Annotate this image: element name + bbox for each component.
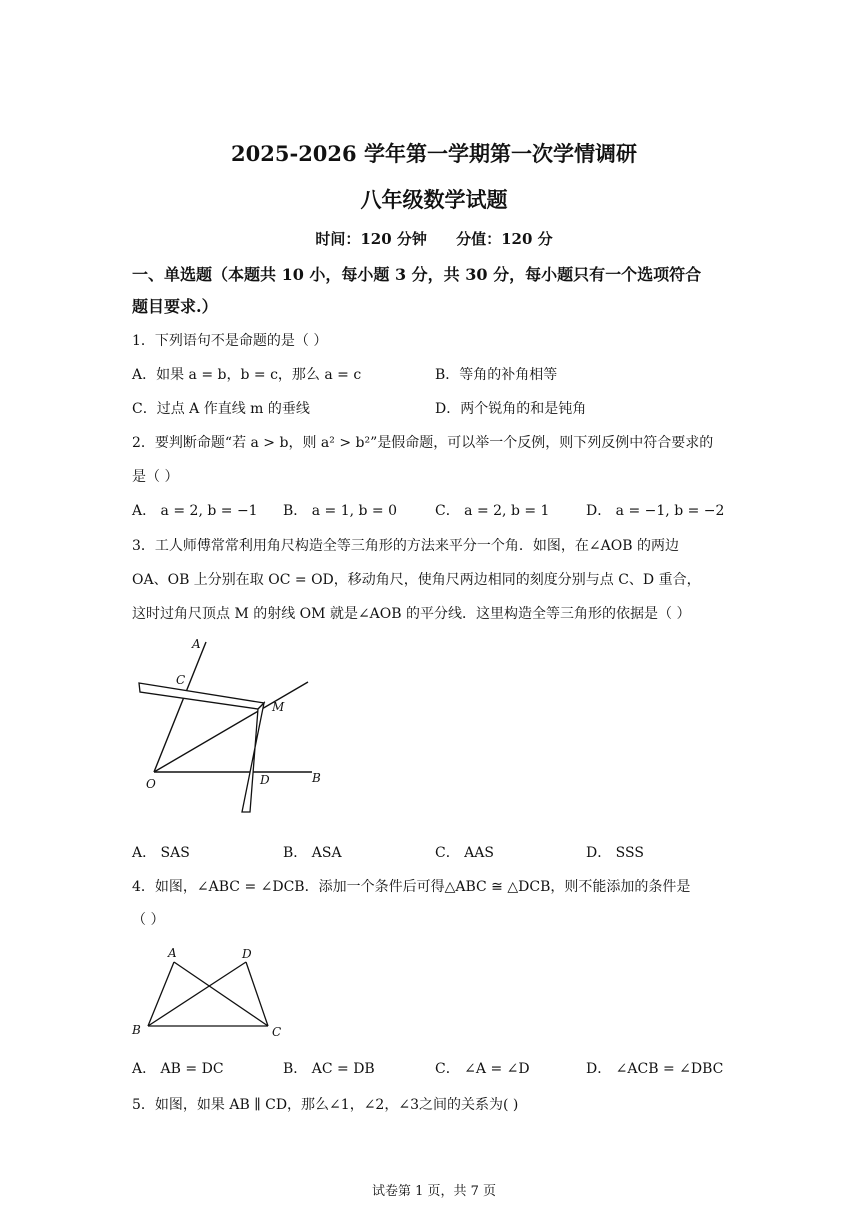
label-B: B [132, 1023, 141, 1037]
q3-option-a: A． SAS [132, 845, 190, 861]
segment-DC [246, 962, 268, 1026]
label-A: A [168, 946, 177, 960]
label-B: B [312, 771, 321, 785]
exam-title: 2025-2026 学年第一学期第一次学情调研 [231, 141, 637, 166]
q1-option-d: D．两个锐角的和是钝角 [435, 401, 587, 417]
label-A: A [192, 637, 201, 651]
q1-option-a: A．如果 a = b，b = c，那么 a = c [132, 367, 362, 383]
segment-AB [148, 962, 174, 1026]
q4-option-d: D． ∠ACB = ∠DBC [586, 1061, 724, 1077]
q2-stem-line1: 2．要判断命题“若 a > b，则 a² > b²”是假命题，可以举一个反例，则下列反例中符合要求的 [132, 435, 714, 451]
ruler-arm-1 [139, 683, 264, 709]
label-D: D [242, 947, 252, 961]
segment-DB [148, 962, 246, 1026]
q2-option-c: C． a = 2, b = 1 [435, 503, 550, 519]
section-heading-line1: 一、单选题（本题共 10 小，每小题 3 分，共 30 分，每小题只有一个选项符合 [132, 265, 702, 284]
exam-subtitle: 八年级数学试题 [360, 187, 508, 212]
q3-stem-line2: OA、OB 上分别在取 OC = OD，移动角尺，使角尺两边相同的刻度分别与点 C、D 重合， [132, 572, 701, 588]
q4-option-b: B． AC = DB [283, 1061, 375, 1077]
q3-stem-line1: 3．工人师傅常常利用角尺构造全等三角形的方法来平分一个角．如图，在∠AOB 的两边 [132, 538, 679, 554]
exam-info [0, 228, 868, 249]
exam-time: 时间：120 分钟 [315, 230, 427, 248]
section-heading-line2: 题目要求.） [132, 297, 218, 316]
label-C: C [176, 673, 186, 687]
q3-option-c: C． AAS [435, 845, 494, 861]
q4-option-c: C． ∠A = ∠D [435, 1061, 530, 1077]
label-C: C [272, 1025, 282, 1039]
q1-option-c: C．过点 A 作直线 m 的垂线 [132, 401, 310, 417]
q2-option-b: B． a = 1, b = 0 [283, 503, 398, 519]
q3-angle-ruler-figure [130, 636, 330, 816]
q4-stem-line2: （ ） [132, 912, 165, 928]
q1-stem: 1．下列语句不是命题的是（ ） [132, 333, 328, 349]
exam-score: 分值：120 分 [456, 230, 553, 248]
label-O: O [146, 777, 156, 791]
page-footer: 试卷第 1 页，共 7 页 [371, 1184, 497, 1199]
q1-option-b: B．等角的补角相等 [435, 367, 558, 383]
q2-option-d: D． a = −1, b = −2 [586, 503, 725, 519]
q4-triangle-figure [128, 942, 298, 1044]
q5-stem: 5．如图，如果 AB ∥ CD，那么∠1，∠2，∠3之间的关系为( ) [132, 1097, 519, 1113]
q4-stem-line1: 4．如图，∠ABC = ∠DCB．添加一个条件后可得△ABC ≅ △DCB，则不能添加的条件是 [132, 879, 691, 895]
q2-option-a: A． a = 2, b = −1 [132, 503, 258, 519]
label-M: M [272, 700, 285, 714]
q4-option-a: A． AB = DC [132, 1061, 224, 1077]
segment-AC [174, 962, 268, 1026]
q3-stem-line3: 这时过角尺顶点 M 的射线 OM 就是∠AOB 的平分线．这里构造全等三角形的依据是（ ） [132, 606, 691, 622]
q3-option-b: B． ASA [283, 845, 342, 861]
q3-option-d: D． SSS [586, 845, 644, 861]
ray-OA [154, 642, 206, 772]
q2-stem-line2: 是（ ） [132, 469, 179, 485]
label-D: D [260, 773, 270, 787]
